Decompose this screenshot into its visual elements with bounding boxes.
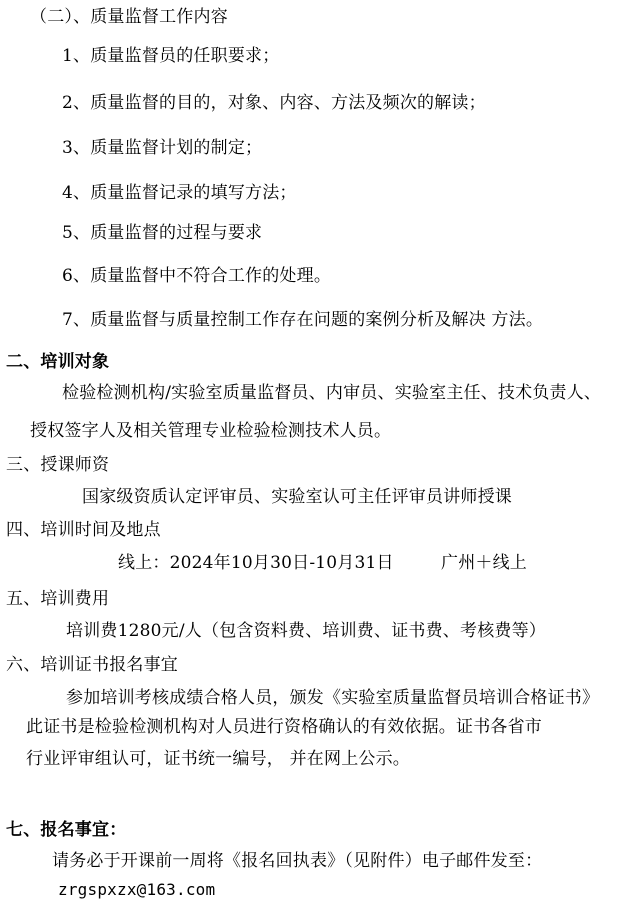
fee-line: 培训费1280元/人（包含资料费、培训费、证书费、考核费等） xyxy=(66,621,546,641)
time-place-title: 四、培训时间及地点 xyxy=(6,520,161,540)
certificate-line: 此证书是检验检测机构对人员进行资格确认的有效依据。证书各省市 xyxy=(26,717,542,737)
list-item: 7、质量监督与质量控制工作存在问题的案例分析及解决 方法。 xyxy=(62,310,544,330)
registration-title: 七、报名事宜： xyxy=(6,820,127,840)
training-target-line: 授权签字人及相关管理专业检验检测技术人员。 xyxy=(30,421,392,441)
certificate-line: 行业评审组认可，证书统一编号， 并在网上公示。 xyxy=(26,749,411,769)
list-item: 3、质量监督计划的制定； xyxy=(62,138,263,158)
certificate-line: 参加培训考核成绩合格人员，颁发《实验室质量监督员培训合格证书》 xyxy=(66,688,600,708)
list-item: 6、质量监督中不符合工作的处理。 xyxy=(62,266,332,286)
certificate-title: 六、培训证书报名事宜 xyxy=(6,655,178,675)
section2-title: （二）、质量监督工作内容 xyxy=(30,7,228,27)
training-place: 广州＋线上 xyxy=(441,553,527,573)
list-item: 2、质量监督的目的，对象、内容、方法及频次的解读； xyxy=(62,93,486,113)
registration-email: zrgspxzx@163.com xyxy=(58,880,216,899)
list-item: 4、质量监督记录的填写方法； xyxy=(62,183,297,203)
training-target-line: 检验检测机构/实验室质量监督员、内审员、实验室主任、技术负责人、 xyxy=(62,383,602,403)
list-item: 1、质量监督员的任职要求； xyxy=(62,46,280,66)
training-date: 线上：2024年10月30日-10月31日 xyxy=(118,553,394,573)
training-target-title: 二、培训对象 xyxy=(6,352,110,372)
list-item: 5、质量监督的过程与要求 xyxy=(62,223,263,243)
registration-line: 请务必于开课前一周将《报名回执表》（见附件）电子邮件发至： xyxy=(52,851,543,871)
teachers-line: 国家级资质认定评审员、实验室认可主任评审员讲师授课 xyxy=(82,487,512,507)
fee-title: 五、培训费用 xyxy=(6,589,110,609)
teachers-title: 三、授课师资 xyxy=(6,455,110,475)
